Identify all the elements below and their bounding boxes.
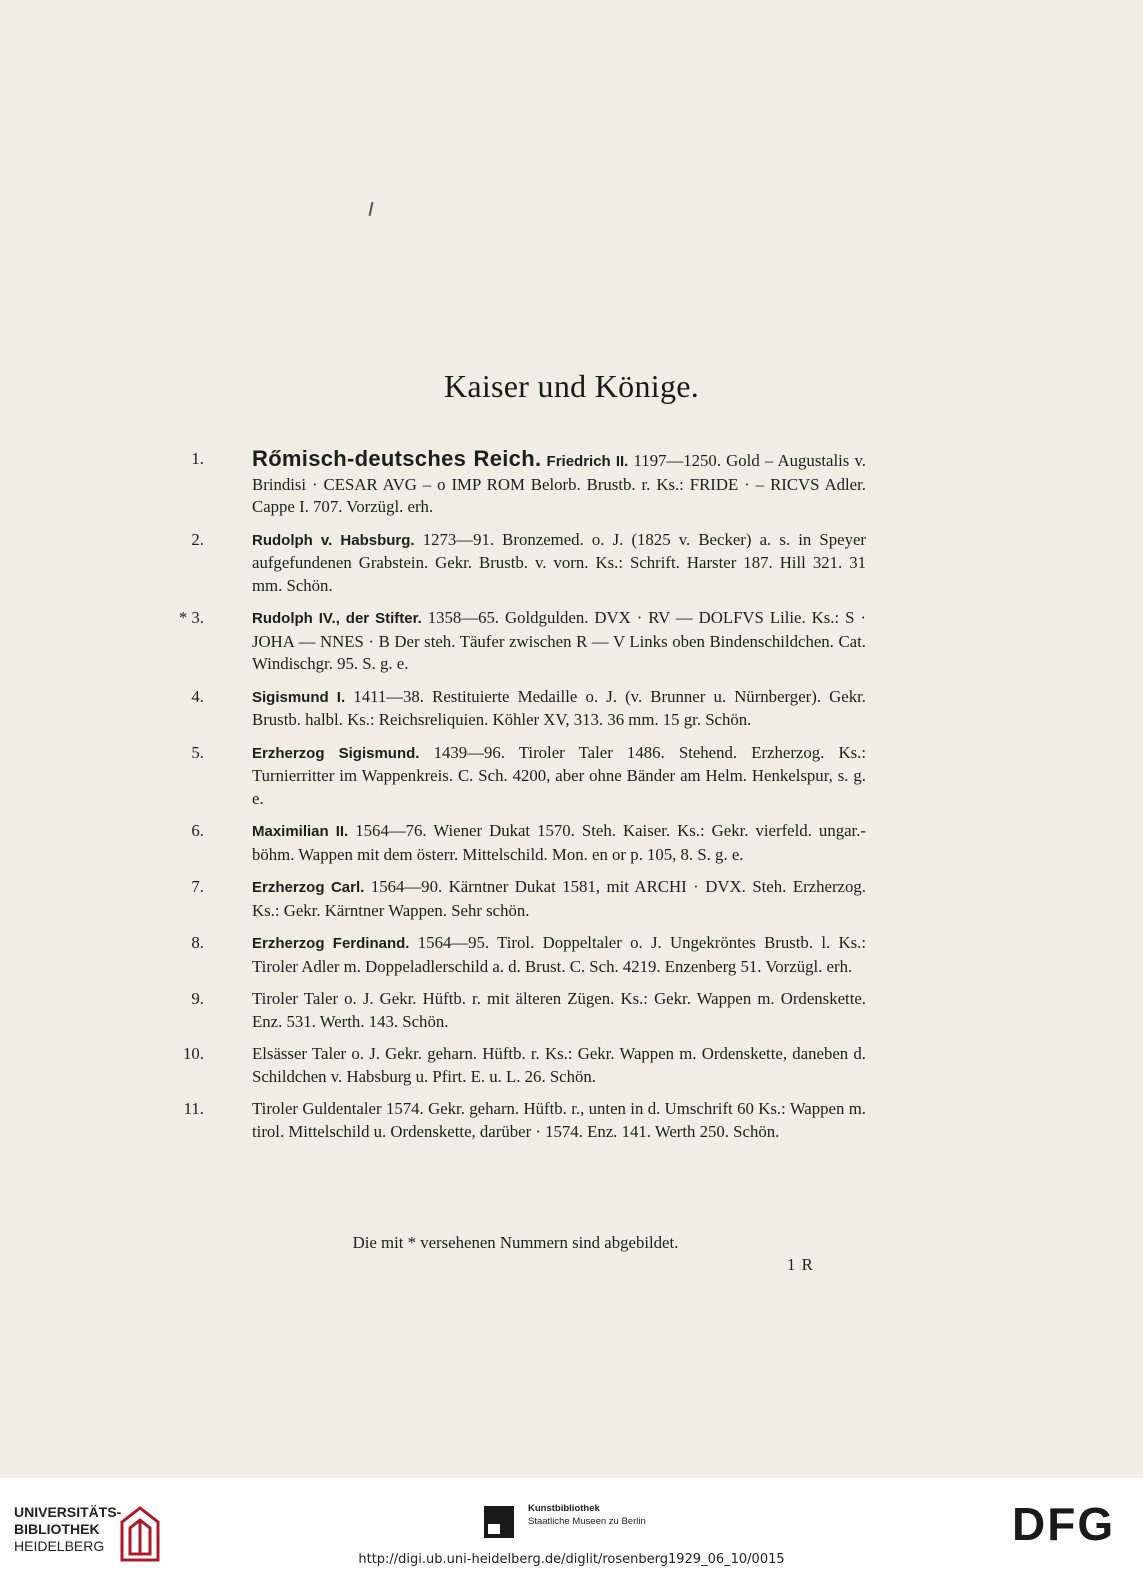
kunstbibliothek-text xyxy=(528,1502,646,1528)
entry-ruler: Rudolph IV., der Stifter. xyxy=(252,610,422,627)
entry-text: 1273—91. Bronzemed. o. J. (1825 v. Becker) a. s. in Speyer aufgefundenen Grabstein. Gekr. Brustb. v. vorn. Ks.: Schrift. Harster 187. Hill 321. 31 mm. Schön. xyxy=(252,529,867,595)
entry-number: 7. xyxy=(191,877,204,896)
page-title: Kaiser und Könige. xyxy=(443,368,700,404)
entry-number: 8. xyxy=(191,933,204,952)
entry-heading: Rőmisch-deutsches Reich. xyxy=(252,446,542,471)
viewer-footer xyxy=(0,1478,1143,1573)
entry-ruler: Friedrich II. xyxy=(546,453,629,470)
entry-text: 1564—95. Tirol. Doppeltaler o. J. Ungekröntes Brustb. l. Ks.: Tiroler Adler m. Doppeladlerschild a. d. Brust. C. Sch. 4219. Enzenberg 51. Vorzügl. erh. xyxy=(252,933,866,976)
entry-text: 1411—38. Restituierte Medaille o. J. (v. Brunner u. Nürnberger). Gekr. Brustb. halbl. Ks.: Reichsreliquien. Köhler XV, 313. 36 mm. 15 gr. Schön. xyxy=(252,686,866,729)
entry-text: 1358—65. Goldgulden. DVX · RV — DOLFVS Lilie. Ks.: S · JOHA — NNES · B Der steh. Täufer zwischen R — V Links oben Bindenschildchen. Cat. Windischgr. 95. S. g. e. xyxy=(252,608,866,673)
entry-text: Tiroler Taler o. J. Gekr. Hüftb. r. mit älteren Zügen. Ks.: Gekr. Wappen m. Ordenskette. Enz. 531. Werth. 143. Schön. xyxy=(252,989,866,1031)
entry-text: Tiroler Guldentaler 1574. Gekr. geharn. Hüftb. r., unten in d. Umschrift 60 Ks.: Wappen m. tirol. Mittelschild u. Ordenskette, darüber · 1574. Enz. 141. Werth 250. Schön. xyxy=(252,1099,866,1141)
kb-line-1: Kunstbibliothek xyxy=(528,1503,600,1514)
ub-line-1: UNIVERSITÄTS- xyxy=(14,1504,122,1520)
kunstbibliothek-logo[interactable] xyxy=(484,1500,684,1540)
entry-number: 6. xyxy=(191,821,204,840)
catalog-entry xyxy=(174,742,866,811)
pencil-mark xyxy=(369,202,374,216)
catalog-entry xyxy=(174,529,866,598)
ub-heidelberg-text xyxy=(14,1504,121,1555)
entry-number: 10. xyxy=(183,1044,204,1063)
entry-text: Elsässer Taler o. J. Gekr. geharn. Hüftb. r. Ks.: Gekr. Wappen m. Ordenskette, daneben d. Schildchen v. Habsburg u. Pfirt. E. u. L. 26. Schön. xyxy=(252,1044,866,1086)
entry-text: 1439—96. Tiroler Taler 1486. Stehend. Erzherzog. Ks.: Turnierritter im Wappenkreis. C. Sch. 4200, aber ohne Bänder am Helm. Henkelspur, s. g. e. xyxy=(252,742,866,808)
catalog-entry xyxy=(174,876,866,922)
catalog-entry xyxy=(174,1043,866,1088)
entry-ruler: Erzherzog Carl. xyxy=(252,879,365,896)
entry-text: 1564—90. Kärntner Dukat 1581, mit ARCHI · DVX. Steh. Erzherzog. Ks.: Gekr. Kärntner Wappen. Sehr schön. xyxy=(252,877,866,920)
entry-number: * 3. xyxy=(178,608,204,627)
kb-line-2: Staatliche Museen zu Berlin xyxy=(528,1516,646,1527)
entry-number: 2. xyxy=(191,529,204,549)
catalog-entry xyxy=(174,820,866,866)
permalink-url[interactable]: http://digi.ub.uni-heidelberg.de/diglit/rosenberg1929_06_10/0015 xyxy=(358,1552,785,1567)
catalog-entry xyxy=(174,607,866,676)
signature-mark: 1 R xyxy=(787,1255,814,1274)
entry-text: 1564—76. Wiener Dukat 1570. Steh. Kaiser. Ks.: Gekr. vierfeld. ungar.-böhm. Wappen mit dem österr. Mittelschild. Mon. en or p. 105, 8. S. g. e. xyxy=(252,821,866,864)
ub-line-2: BIBLIOTHEK xyxy=(14,1521,100,1537)
entry-number: 4. xyxy=(191,686,204,706)
entry-number: 9. xyxy=(191,989,204,1008)
entry-number: 1. xyxy=(191,449,204,468)
entry-ruler: Erzherzog Sigismund. xyxy=(252,744,420,762)
entry-text: 1197—1250. Gold – Augustalis v. Brindisi · CESAR AVG – o IMP ROM Belorb. Brustb. r. Ks.: FRIDE · – RICVS Adler. Cappe I. 707. Vorzügl. erh. xyxy=(252,451,866,516)
catalog-entry xyxy=(174,988,866,1033)
ub-line-3: HEIDELBERG xyxy=(14,1538,105,1554)
entry-number: 11. xyxy=(183,1099,204,1118)
entry-ruler: Rudolph v. Habsburg. xyxy=(252,531,415,549)
kunstbibliothek-emblem-icon xyxy=(484,1506,514,1538)
entry-ruler: Sigismund I. xyxy=(252,688,346,706)
catalog-entry xyxy=(174,686,866,732)
entry-ruler: Erzherzog Ferdinand. xyxy=(252,935,410,952)
entry-ruler: Maximilian II. xyxy=(252,823,349,840)
dfg-logo[interactable]: DFG xyxy=(1012,1498,1116,1550)
footnote: Die mit * versehenen Nummern sind abgebildet. xyxy=(352,1233,679,1252)
catalog-entry xyxy=(174,448,866,519)
catalog-entry xyxy=(174,932,866,978)
entry-number: 5. xyxy=(191,742,204,762)
catalog-entry xyxy=(174,1098,866,1143)
catalog-entries xyxy=(174,448,866,1153)
